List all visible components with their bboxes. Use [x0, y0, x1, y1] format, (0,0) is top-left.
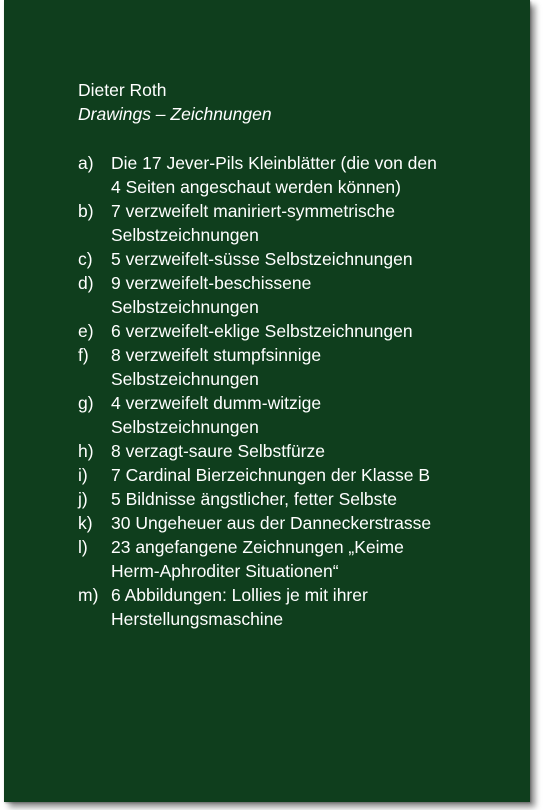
item-letter: f) [78, 345, 89, 365]
list-item [78, 319, 498, 343]
item-text: 7 Cardinal Bierzeichnungen der Klasse B [111, 465, 431, 485]
item-text: 30 Ungeheuer aus der Danneckerstrasse [111, 513, 432, 533]
item-text: 23 angefangene Zeichnungen „Keime Herm-Aphroditer Situationen“ [111, 537, 404, 581]
item-letter: b) [78, 201, 94, 221]
item-letter: h) [78, 441, 94, 461]
list-item [78, 391, 498, 439]
list-item [78, 463, 498, 487]
item-letter: g) [78, 393, 94, 413]
cover-text [78, 78, 498, 631]
list-item [78, 271, 498, 319]
item-letter: j) [78, 489, 88, 509]
list-item [78, 535, 498, 583]
item-text: 8 verzweifelt stumpfsinnige Selbstzeichnungen [111, 345, 322, 389]
item-text: 5 verzweifelt-süsse Selbstzeichnungen [111, 249, 413, 269]
item-text: 5 Bildnisse ängstlicher, fetter Selbste [111, 489, 397, 509]
list-item [78, 487, 498, 511]
item-text: 8 verzagt-saure Selbstfürze [111, 441, 325, 461]
list-item [78, 439, 498, 463]
item-letter: c) [78, 249, 93, 269]
list-item [78, 583, 498, 631]
item-letter: l) [78, 537, 88, 557]
item-letter: d) [78, 273, 94, 293]
item-text: 6 Abbildungen: Lollies je mit ihrer Herstellungsmaschine [111, 585, 368, 629]
book-cover [4, 0, 530, 802]
list-item [78, 511, 498, 535]
item-text: 4 verzweifelt dumm-witzige Selbstzeichnungen [111, 393, 322, 437]
list-item [78, 199, 498, 247]
item-text: 9 verzweifelt-beschissene Selbstzeichnungen [111, 273, 312, 317]
list-item [78, 247, 498, 271]
contents-list [78, 151, 498, 631]
item-letter: m) [78, 585, 99, 605]
list-item [78, 151, 498, 199]
item-letter: k) [78, 513, 93, 533]
list-item [78, 343, 498, 391]
item-text: 7 verzweifelt maniriert-symmetrische Selbstzeichnungen [111, 201, 395, 245]
author-name: Dieter Roth [78, 80, 167, 100]
item-text: 6 verzweifelt-eklige Selbstzeichnungen [111, 321, 413, 341]
item-letter: a) [78, 153, 94, 173]
book-title: Drawings – Zeichnungen [78, 104, 272, 124]
item-text: Die 17 Jever-Pils Kleinblätter (die von den 4 Seiten angeschaut werden können) [111, 153, 437, 197]
item-letter: e) [78, 321, 94, 341]
item-letter: i) [78, 465, 88, 485]
